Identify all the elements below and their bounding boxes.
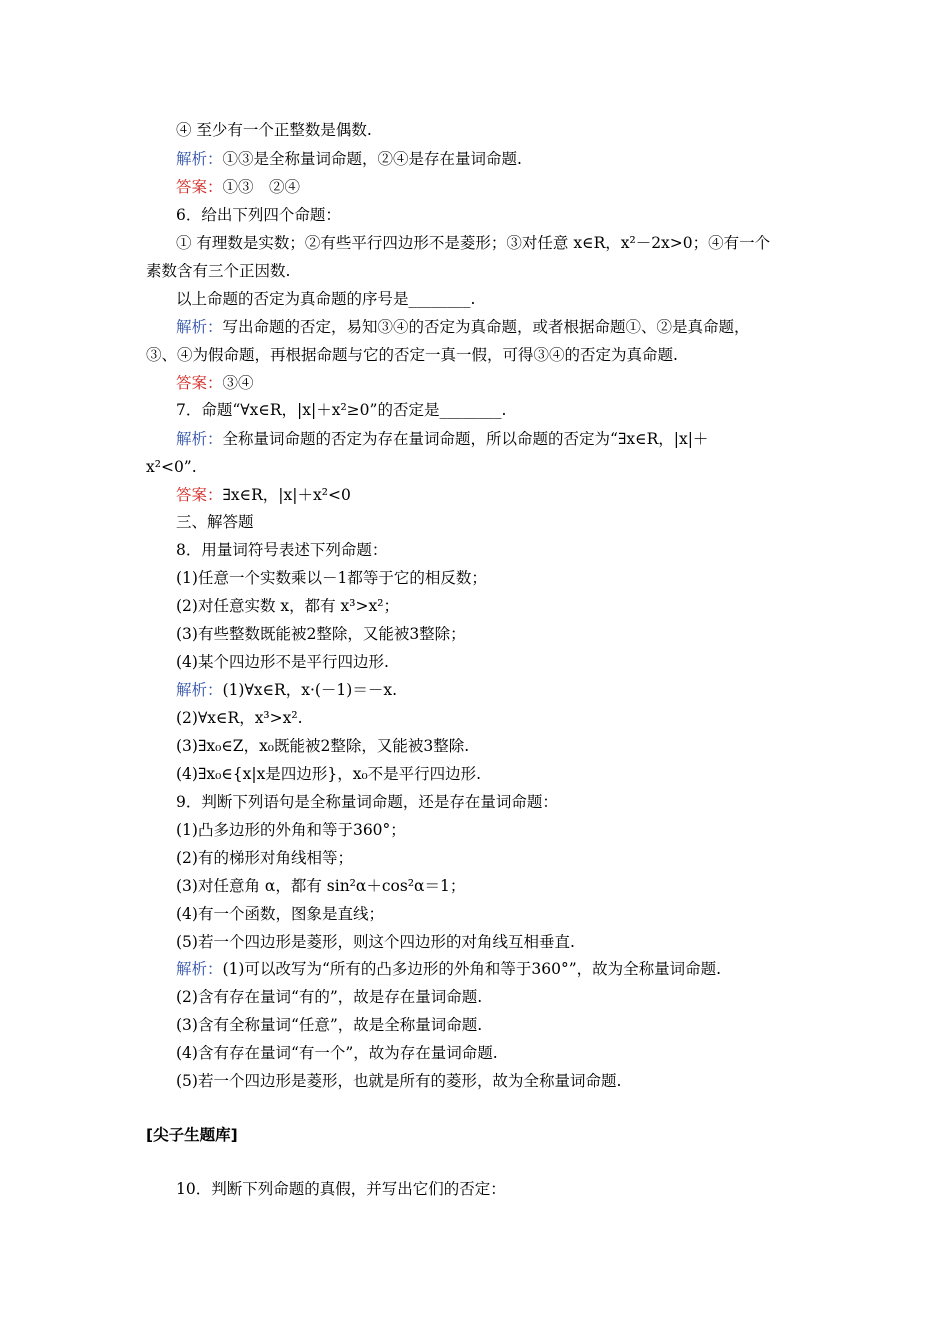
question-10-title: 10．判断下列命题的真假，并写出它们的否定：: [176, 1180, 506, 1198]
section-title-top-students: [尖子生题库]: [146, 1126, 238, 1144]
question-9-item-4: (4)有一个函数，图象是直线；: [176, 905, 384, 923]
analysis-item-4: (4)含有存在量词“有一个”，故为存在量词命题.: [176, 1044, 498, 1062]
question-8-item-1: (1)任意一个实数乘以－1都等于它的相反数；: [176, 569, 487, 587]
question-6-body: ① 有理数是实数；②有些平行四边形不是菱形；③对任意 x∈R，x²－2x>0；④有一个: [176, 234, 771, 252]
answer-text: ③④: [222, 374, 254, 392]
question-9-item-1: (1)凸多边形的外角和等于360°；: [176, 821, 406, 839]
analysis-item-2: (2)含有存在量词“有的”，故是存在量词命题.: [176, 988, 483, 1006]
question-6-prompt: 以上命题的否定为真命题的序号是________.: [176, 290, 476, 308]
analysis-item-3: (3)∃x₀∈Z，x₀既能被2整除，又能被3整除.: [176, 737, 470, 755]
section-heading: 三、解答题: [176, 513, 254, 531]
question-7: 7．命题“∀x∈R，|x|＋x²≥0”的否定是________.: [176, 401, 507, 419]
answer-text: ∃x∈R，|x|＋x²<0: [222, 486, 351, 504]
analysis-item-4: (4)∃x₀∈{x|x是四边形}，x₀不是平行四边形.: [176, 765, 482, 783]
analysis-line: [176, 316, 750, 338]
answer-label: 答案：: [176, 374, 223, 392]
analysis-label: 解析：: [176, 430, 223, 448]
analysis-item-5: (5)若一个四边形是菱形，也就是所有的菱形，故为全称量词命题.: [176, 1072, 622, 1090]
analysis-text: ①③是全称量词命题，②④是存在量词命题.: [222, 150, 522, 168]
analysis-text-cont: ③、④为假命题，再根据命题与它的否定一真一假，可得③④的否定为真命题.: [146, 346, 678, 364]
answer-text: ①③ ②④: [222, 178, 301, 196]
question-8-title: 8．用量词符号表述下列命题：: [176, 541, 388, 559]
analysis-item-2: (2)∀x∈R，x³>x².: [176, 709, 303, 727]
question-8-item-3: (3)有些整数既能被2整除，又能被3整除；: [176, 625, 466, 643]
analysis-label: 解析：: [176, 150, 223, 168]
question-9-item-2: (2)有的梯形对角线相等；: [176, 849, 353, 867]
question-8-item-4: (4)某个四边形不是平行四边形.: [176, 653, 389, 671]
analysis-label: 解析：: [176, 960, 223, 978]
analysis-text-cont: x²<0”.: [146, 458, 197, 476]
question-6-title: 6．给出下列四个命题：: [176, 206, 341, 224]
question-6-body-cont: 素数含有三个正因数.: [146, 262, 291, 280]
analysis-line: [176, 958, 721, 980]
analysis-label: 解析：: [176, 318, 223, 336]
analysis-label: 解析：: [176, 681, 223, 699]
analysis-item-3: (3)含有全称量词“任意”，故是全称量词命题.: [176, 1016, 483, 1034]
analysis-line: [176, 148, 522, 170]
analysis-text: (1)∀x∈R，x·(－1)＝－x.: [222, 681, 398, 699]
question-9-item-5: (5)若一个四边形是菱形，则这个四边形的对角线互相垂直.: [176, 933, 575, 951]
answer-line: [176, 484, 351, 506]
analysis-text: 写出命题的否定，易知③④的否定为真命题，或者根据命题①、②是真命题，: [222, 318, 750, 336]
answer-line: [176, 176, 300, 198]
answer-label: 答案：: [176, 178, 223, 196]
analysis-line: [176, 679, 397, 701]
answer-label: 答案：: [176, 486, 223, 504]
question-9-title: 9．判断下列语句是全称量词命题，还是存在量词命题：: [176, 793, 558, 811]
question-9-item-3: (3)对任意角 α，都有 sin²α＋cos²α＝1；: [176, 877, 466, 895]
question-8-item-2: (2)对任意实数 x，都有 x³>x²；: [176, 597, 399, 615]
analysis-text: (1)可以改写为“所有的凸多边形的外角和等于360°”，故为全称量词命题.: [222, 960, 722, 978]
analysis-text: 全称量词命题的否定为存在量词命题，所以命题的否定为“∃x∈R，|x|＋: [222, 430, 709, 448]
item-4-text: ④ 至少有一个正整数是偶数.: [176, 121, 372, 139]
answer-line: [176, 372, 254, 394]
analysis-line: [176, 428, 708, 450]
